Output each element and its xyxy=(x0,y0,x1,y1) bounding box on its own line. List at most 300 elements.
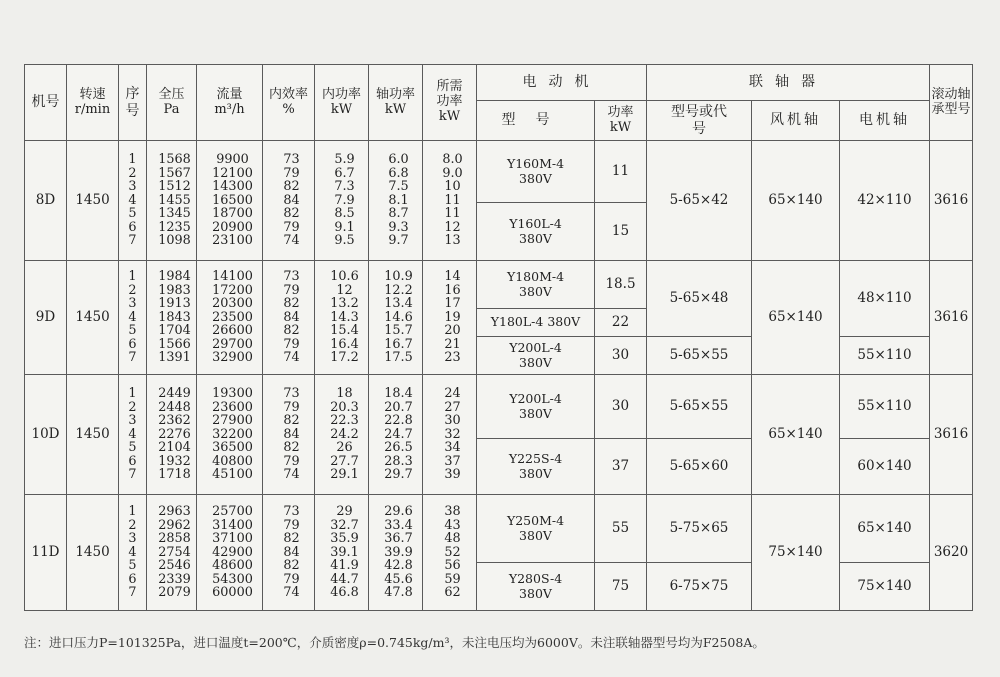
table-body xyxy=(25,141,973,611)
list-value: 82 xyxy=(283,323,300,339)
list-value: 1566 xyxy=(158,336,191,352)
header-coupling-model: 型号或代号 xyxy=(647,101,752,141)
cell-ipower-list xyxy=(315,261,369,375)
header-flow xyxy=(197,65,263,141)
list-value: 2079 xyxy=(158,585,191,601)
list-value: 4 xyxy=(128,192,137,208)
list-value: 2963 xyxy=(158,504,191,520)
list-value: 1718 xyxy=(158,467,191,483)
motor-voltage: 380V xyxy=(519,170,552,186)
list-value: 73 xyxy=(283,269,300,285)
header-bearing: 滚动轴承型号 xyxy=(930,65,973,141)
cell-coupling: 5-65×55 xyxy=(647,375,752,439)
list-value: 79 xyxy=(283,219,300,235)
cell-speed: 1450 xyxy=(67,141,119,261)
list-value: 20.7 xyxy=(384,399,413,415)
list-value: 1 xyxy=(128,386,137,402)
header-internal-power-label: 内功率 xyxy=(321,86,361,102)
list-value: 25700 xyxy=(212,504,253,520)
list-value: 52 xyxy=(444,544,461,560)
cell-rpower-list xyxy=(423,495,477,611)
list-value: 2 xyxy=(128,282,137,298)
list-value: 13.4 xyxy=(384,296,413,312)
cell-motor-type xyxy=(477,375,595,439)
list-value: 7.5 xyxy=(388,179,409,195)
list-value: 36500 xyxy=(212,440,253,456)
list-value: 2276 xyxy=(158,426,191,442)
fan-spec-table xyxy=(24,64,973,611)
cell-ipower-list xyxy=(315,375,369,495)
list-value: 8.0 xyxy=(442,152,463,168)
cell-spower-list xyxy=(369,261,423,375)
motor-model: Y225S-4 xyxy=(508,451,563,467)
header-speed-label: 转速 xyxy=(79,86,106,102)
list-value: 1913 xyxy=(158,296,191,312)
header-motor-shaft: 电机轴 xyxy=(840,101,930,141)
header-required-power xyxy=(423,65,477,141)
list-value: 37100 xyxy=(212,531,253,547)
motor-model: Y280S-4 xyxy=(508,571,563,587)
list-value: 18.4 xyxy=(384,386,413,402)
list-value: 3 xyxy=(128,531,137,547)
list-value: 7 xyxy=(128,233,137,249)
cell-model: 11D xyxy=(25,495,67,611)
motor-voltage: 380V xyxy=(519,527,552,543)
list-value: 36.7 xyxy=(384,531,413,547)
header-motor-type: 型号 xyxy=(477,101,595,141)
list-value: 79 xyxy=(283,336,300,352)
motor-model: Y250M-4 xyxy=(506,513,565,529)
list-value: 6 xyxy=(128,219,137,235)
header-pressure xyxy=(147,65,197,141)
list-value: 14.6 xyxy=(384,309,413,325)
list-value: 6 xyxy=(128,336,137,352)
cell-ipower-list xyxy=(315,141,369,261)
list-value: 2 xyxy=(128,517,137,533)
list-value: 74 xyxy=(283,467,300,483)
list-value: 79 xyxy=(283,282,300,298)
list-value: 2104 xyxy=(158,440,191,456)
cell-coupling: 5-65×60 xyxy=(647,439,752,495)
list-value: 1567 xyxy=(158,165,191,181)
list-value: 31400 xyxy=(212,517,253,533)
list-value: 1235 xyxy=(158,219,191,235)
list-value: 1843 xyxy=(158,309,191,325)
cell-rpower-list xyxy=(423,141,477,261)
list-value: 15.4 xyxy=(330,323,359,339)
list-value: 5 xyxy=(128,440,137,456)
table-footnote: 注：进口压力P=101325Pa，进口温度t=200℃，介质密度ρ=0.745kg/m³，未注电压均为6000V。未注联轴器型号均为F2508A。 xyxy=(24,635,765,650)
cell-eff-list xyxy=(263,375,315,495)
cell-spower-list xyxy=(369,495,423,611)
motor-voltage: 380V xyxy=(519,585,552,601)
list-value: 82 xyxy=(283,413,300,429)
cell-motor-shaft: 75×140 xyxy=(840,563,930,611)
cell-pressure-list xyxy=(147,375,197,495)
list-value: 1455 xyxy=(158,192,191,208)
list-value: 14100 xyxy=(212,269,253,285)
list-value: 45.6 xyxy=(384,571,413,587)
list-value: 42.8 xyxy=(384,558,413,574)
header-speed xyxy=(67,65,119,141)
cell-coupling: 5-65×55 xyxy=(647,337,752,375)
list-value: 29700 xyxy=(212,336,253,352)
header-shaft-power-unit: kW xyxy=(384,101,407,117)
cell-coupling: 5-75×65 xyxy=(647,495,752,563)
list-value: 48 xyxy=(444,531,461,547)
list-value: 9.3 xyxy=(388,219,409,235)
header-pressure-unit: Pa xyxy=(163,101,180,117)
list-value: 56 xyxy=(444,558,461,574)
list-value: 16500 xyxy=(212,192,253,208)
list-value: 7 xyxy=(128,585,137,601)
list-value: 40800 xyxy=(212,453,253,469)
list-value: 20300 xyxy=(212,296,253,312)
table-header xyxy=(25,65,973,141)
list-value: 30 xyxy=(444,413,461,429)
list-value: 26 xyxy=(336,440,353,456)
cell-motor-type xyxy=(477,495,595,563)
header-speed-unit: r/min xyxy=(74,101,111,117)
list-value: 5 xyxy=(128,558,137,574)
list-value: 12.2 xyxy=(384,282,413,298)
list-value: 33.4 xyxy=(384,517,413,533)
motor-model: Y180M-4 xyxy=(506,269,565,285)
header-required-power-unit: kW xyxy=(438,108,461,124)
header-internal-power xyxy=(315,65,369,141)
cell-seq-list xyxy=(119,141,147,261)
list-value: 79 xyxy=(283,571,300,587)
list-value: 7 xyxy=(128,350,137,366)
list-value: 2 xyxy=(128,165,137,181)
list-value: 5 xyxy=(128,323,137,339)
list-value: 9.7 xyxy=(388,233,409,249)
cell-flow-list xyxy=(197,261,263,375)
list-value: 1984 xyxy=(158,269,191,285)
list-value: 73 xyxy=(283,504,300,520)
list-value: 79 xyxy=(283,399,300,415)
list-value: 59 xyxy=(444,571,461,587)
list-value: 18 xyxy=(336,386,353,402)
cell-motor-type xyxy=(477,563,595,611)
cell-motor-type xyxy=(477,203,595,261)
header-motor-power xyxy=(595,101,647,141)
list-value: 9.1 xyxy=(334,219,355,235)
list-value: 2448 xyxy=(158,399,191,415)
table-row xyxy=(25,495,973,563)
list-value: 73 xyxy=(283,386,300,402)
list-value: 12 xyxy=(336,282,353,298)
list-value: 23600 xyxy=(212,399,253,415)
list-value: 14.3 xyxy=(330,309,359,325)
list-value: 79 xyxy=(283,517,300,533)
list-value: 32200 xyxy=(212,426,253,442)
list-value: 11 xyxy=(444,192,461,208)
list-value: 20900 xyxy=(212,219,253,235)
bleed-through-text xyxy=(0,34,1000,54)
list-value: 1098 xyxy=(158,233,191,249)
list-value: 34 xyxy=(444,440,461,456)
cell-speed: 1450 xyxy=(67,495,119,611)
cell-motor-power: 11 xyxy=(595,141,647,203)
cell-ipower-list xyxy=(315,495,369,611)
list-value: 6.0 xyxy=(388,152,409,168)
list-value: 21 xyxy=(444,336,461,352)
header-flow-unit: m³/h xyxy=(214,101,245,117)
list-value: 2962 xyxy=(158,517,191,533)
list-value: 18700 xyxy=(212,206,253,222)
list-value: 10.6 xyxy=(330,269,359,285)
header-motor-group: 电动机 xyxy=(477,65,647,101)
list-value: 35.9 xyxy=(330,531,359,547)
list-value: 14 xyxy=(444,269,461,285)
cell-model: 9D xyxy=(25,261,67,375)
list-value: 32900 xyxy=(212,350,253,366)
cell-motor-shaft: 48×110 xyxy=(840,261,930,337)
cell-seq-list xyxy=(119,375,147,495)
list-value: 5 xyxy=(128,206,137,222)
motor-voltage: 380V xyxy=(519,354,552,370)
cell-speed: 1450 xyxy=(67,261,119,375)
cell-motor-power: 75 xyxy=(595,563,647,611)
list-value: 4 xyxy=(128,309,137,325)
list-value: 32.7 xyxy=(330,517,359,533)
cell-motor-type xyxy=(477,337,595,375)
list-value: 73 xyxy=(283,152,300,168)
list-value: 29 xyxy=(336,504,353,520)
cell-motor-power: 22 xyxy=(595,309,647,337)
list-value: 7.9 xyxy=(334,192,355,208)
list-value: 26600 xyxy=(212,323,253,339)
list-value: 41.9 xyxy=(330,558,359,574)
header-shaft-power-label: 轴功率 xyxy=(375,86,415,102)
cell-motor-type xyxy=(477,439,595,495)
cell-coupling: 5-65×42 xyxy=(647,141,752,261)
list-value: 27900 xyxy=(212,413,253,429)
list-value: 45100 xyxy=(212,467,253,483)
header-required-power-label: 所需功率 xyxy=(436,79,463,110)
list-value: 44.7 xyxy=(330,571,359,587)
list-value: 39.9 xyxy=(384,544,413,560)
list-value: 2362 xyxy=(158,413,191,429)
list-value: 8.7 xyxy=(388,206,409,222)
header-internal-eff-label: 内效率 xyxy=(268,86,308,102)
cell-model: 10D xyxy=(25,375,67,495)
list-value: 1 xyxy=(128,504,137,520)
list-value: 60000 xyxy=(212,585,253,601)
cell-eff-list xyxy=(263,261,315,375)
header-shaft-power xyxy=(369,65,423,141)
header-internal-eff xyxy=(263,65,315,141)
cell-motor-shaft: 42×110 xyxy=(840,141,930,261)
list-value: 23 xyxy=(444,350,461,366)
list-value: 1932 xyxy=(158,453,191,469)
cell-bearing: 3616 xyxy=(930,261,973,375)
list-value: 17.5 xyxy=(384,350,413,366)
list-value: 74 xyxy=(283,233,300,249)
list-value: 2754 xyxy=(158,544,191,560)
cell-motor-type xyxy=(477,141,595,203)
cell-pressure-list xyxy=(147,495,197,611)
cell-eff-list xyxy=(263,141,315,261)
table-row xyxy=(25,261,973,309)
table-row xyxy=(25,141,973,203)
header-motor-power-label: 功率 xyxy=(607,104,634,120)
list-value: 43 xyxy=(444,517,461,533)
cell-coupling: 6-75×75 xyxy=(647,563,752,611)
list-value: 1983 xyxy=(158,282,191,298)
list-value: 74 xyxy=(283,350,300,366)
cell-motor-power: 37 xyxy=(595,439,647,495)
list-value: 19 xyxy=(444,309,461,325)
list-value: 2546 xyxy=(158,558,191,574)
list-value: 6 xyxy=(128,571,137,587)
cell-motor-power: 55 xyxy=(595,495,647,563)
list-value: 4 xyxy=(128,544,137,560)
list-value: 28.3 xyxy=(384,453,413,469)
list-value: 3 xyxy=(128,413,137,429)
list-value: 19300 xyxy=(212,386,253,402)
list-value: 82 xyxy=(283,296,300,312)
list-value: 9900 xyxy=(216,152,249,168)
list-value: 74 xyxy=(283,585,300,601)
cell-motor-shaft: 55×110 xyxy=(840,337,930,375)
cell-rpower-list xyxy=(423,375,477,495)
cell-fan-shaft: 65×140 xyxy=(752,261,840,375)
header-internal-eff-unit: % xyxy=(282,101,295,117)
table-row xyxy=(25,375,973,439)
motor-voltage: 380V xyxy=(519,405,552,421)
cell-bearing: 3616 xyxy=(930,375,973,495)
motor-model: Y200L-4 xyxy=(509,391,562,407)
list-value: 12100 xyxy=(212,165,253,181)
list-value: 1512 xyxy=(158,179,191,195)
list-value: 2858 xyxy=(158,531,191,547)
cell-spower-list xyxy=(369,375,423,495)
list-value: 9.5 xyxy=(334,233,355,249)
list-value: 24 xyxy=(444,386,461,402)
list-value: 1391 xyxy=(158,350,191,366)
list-value: 82 xyxy=(283,206,300,222)
list-value: 17200 xyxy=(212,282,253,298)
header-flow-label: 流量 xyxy=(216,86,243,102)
cell-flow-list xyxy=(197,375,263,495)
list-value: 2449 xyxy=(158,386,191,402)
list-value: 20 xyxy=(444,323,461,339)
cell-motor-power: 30 xyxy=(595,337,647,375)
motor-model: Y160M-4 xyxy=(506,156,565,172)
motor-voltage: 380V xyxy=(519,230,552,246)
list-value: 38 xyxy=(444,504,461,520)
cell-fan-shaft: 65×140 xyxy=(752,141,840,261)
list-value: 54300 xyxy=(212,571,253,587)
list-value: 1 xyxy=(128,269,137,285)
cell-fan-shaft: 75×140 xyxy=(752,495,840,611)
list-value: 12 xyxy=(444,219,461,235)
cell-bearing: 3620 xyxy=(930,495,973,611)
motor-voltage: 380V xyxy=(519,283,552,299)
list-value: 16 xyxy=(444,282,461,298)
list-value: 82 xyxy=(283,531,300,547)
cell-seq-list xyxy=(119,261,147,375)
list-value: 5.9 xyxy=(334,152,355,168)
cell-seq-list xyxy=(119,495,147,611)
cell-coupling: 5-65×48 xyxy=(647,261,752,337)
list-value: 79 xyxy=(283,165,300,181)
cell-speed: 1450 xyxy=(67,375,119,495)
cell-pressure-list xyxy=(147,141,197,261)
list-value: 46.8 xyxy=(330,585,359,601)
list-value: 84 xyxy=(283,426,300,442)
header-seq: 序号 xyxy=(119,65,147,141)
list-value: 16.4 xyxy=(330,336,359,352)
list-value: 20.3 xyxy=(330,399,359,415)
list-value: 3 xyxy=(128,179,137,195)
list-value: 13.2 xyxy=(330,296,359,312)
header-fan-shaft: 风机轴 xyxy=(752,101,840,141)
list-value: 3 xyxy=(128,296,137,312)
header-pressure-label: 全压 xyxy=(158,86,185,102)
list-value: 39.1 xyxy=(330,544,359,560)
list-value: 9.0 xyxy=(442,165,463,181)
cell-motor-type xyxy=(477,261,595,309)
list-value: 24.7 xyxy=(384,426,413,442)
list-value: 48600 xyxy=(212,558,253,574)
list-value: 84 xyxy=(283,544,300,560)
motor-voltage: 380V xyxy=(519,465,552,481)
header-coupling-group: 联轴器 xyxy=(647,65,930,101)
list-value: 14300 xyxy=(212,179,253,195)
cell-motor-power: 18.5 xyxy=(595,261,647,309)
list-value: 1704 xyxy=(158,323,191,339)
motor-model: Y160L-4 xyxy=(509,216,562,232)
list-value: 1568 xyxy=(158,152,191,168)
list-value: 29.7 xyxy=(384,467,413,483)
list-value: 47.8 xyxy=(384,585,413,601)
cell-flow-list xyxy=(197,141,263,261)
list-value: 15.7 xyxy=(384,323,413,339)
list-value: 11 xyxy=(444,206,461,222)
header-internal-power-unit: kW xyxy=(330,101,353,117)
list-value: 82 xyxy=(283,440,300,456)
list-value: 8.1 xyxy=(388,192,409,208)
list-value: 6 xyxy=(128,453,137,469)
list-value: 22.8 xyxy=(384,413,413,429)
list-value: 82 xyxy=(283,558,300,574)
list-value: 10.9 xyxy=(384,269,413,285)
cell-motor-shaft: 55×110 xyxy=(840,375,930,439)
cell-pressure-list xyxy=(147,261,197,375)
motor-model: Y180L-4 380V xyxy=(490,314,581,330)
list-value: 27.7 xyxy=(330,453,359,469)
cell-motor-power: 15 xyxy=(595,203,647,261)
list-value: 22.3 xyxy=(330,413,359,429)
list-value: 10 xyxy=(444,179,461,195)
list-value: 23100 xyxy=(212,233,253,249)
list-value: 82 xyxy=(283,179,300,195)
cell-rpower-list xyxy=(423,261,477,375)
list-value: 27 xyxy=(444,399,461,415)
header-motor-power-unit: kW xyxy=(609,119,632,135)
cell-motor-power: 30 xyxy=(595,375,647,439)
cell-eff-list xyxy=(263,495,315,611)
list-value: 16.7 xyxy=(384,336,413,352)
list-value: 39 xyxy=(444,467,461,483)
cell-model: 8D xyxy=(25,141,67,261)
cell-motor-shaft: 65×140 xyxy=(840,495,930,563)
list-value: 26.5 xyxy=(384,440,413,456)
list-value: 32 xyxy=(444,426,461,442)
